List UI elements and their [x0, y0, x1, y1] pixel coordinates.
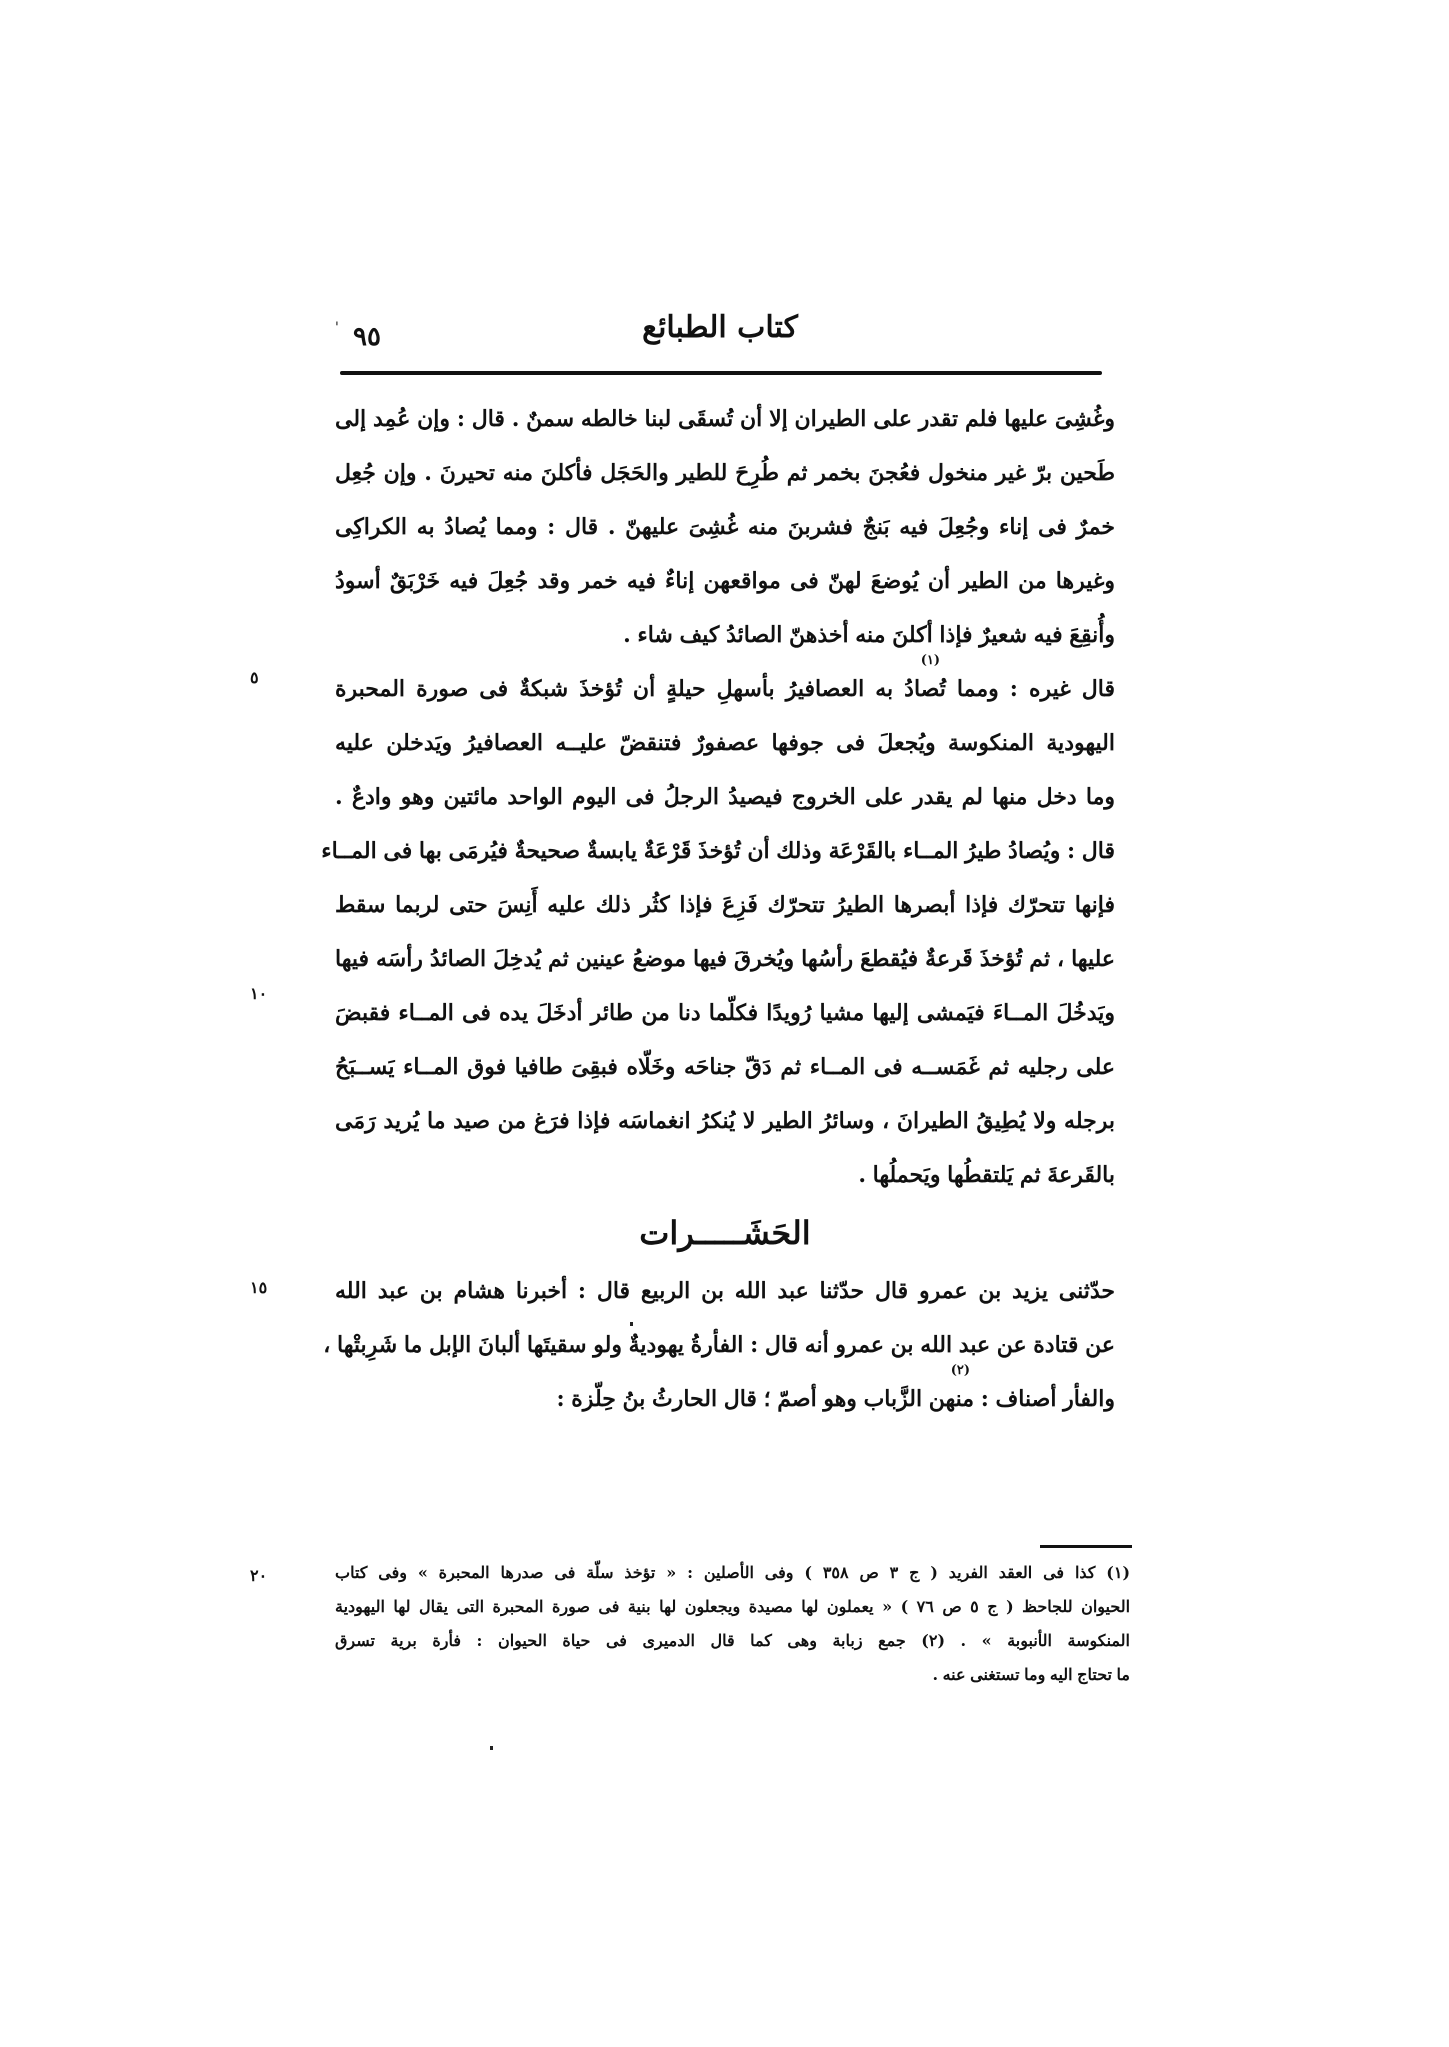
footnote-rule — [1040, 1545, 1132, 1548]
line-number-20: ٢٠ — [250, 1566, 268, 1585]
page-header — [335, 310, 1105, 360]
line-number-15: ١٥ — [250, 1278, 268, 1297]
text-line: حدّثنى يزيد بن عمرو قال حدّثنا عبد الله بن الربيع قال : أخبرنا هشام بن عبد الله — [335, 1278, 1115, 1304]
footnote-line: ما تحتاج اليه وما تستغنى عنه . — [932, 1665, 1130, 1684]
line-number-5: ٥ — [250, 668, 259, 687]
margin-tick-mark: ' — [335, 320, 339, 336]
text-line: والفأر أصناف : منهن الزَّباب وهو أصمّ ؛ قال الحارثُ بنُ حِلّزة : — [556, 1386, 1115, 1412]
text-line: طَحين برّ غير منخول فعُجنَ بخمر ثم طُرِحَ للطير والحَجَل فأكلنَ منه تحيرنَ . وإن جُعِل — [335, 460, 1115, 486]
scan-speck — [630, 1322, 633, 1326]
footnote-ref-1: (١) — [920, 653, 940, 668]
text-line: وغيرها من الطير أن يُوضعَ لهنّ فى مواقعهن إناءٌ فيه خمر وقد جُعِلَ فيه خَرْبَقٌ أسودُ — [335, 568, 1115, 594]
text-line: قال غيره : ومما تُصادُ به العصافيرُ بأسهلِ حيلةٍ أن تُؤخذَ شبكةٌ فى صورة المحبرة — [335, 676, 1116, 702]
text-line: وما دخل منها لم يقدر على الخروج فيصيدُ الرجلُ فى اليوم الواحد مائتين وهو وادعٌ . — [335, 784, 1115, 810]
footnote-line: المنكوسة الأنبوبة » . (٢) جمع زبابة وهى كما قال الدميرى فى حياة الحيوان : فأرة برية تسرق — [335, 1631, 1130, 1650]
page-number: ٩٥ — [353, 322, 381, 352]
footnote-ref-2: (٢) — [950, 1363, 970, 1378]
text-line: على رجليه ثم غَمَســه فى المــاء ثم دَقّ جناحَه وخَلّاه فبقِىَ طافيا فوق المــاء يَســبَحُ — [335, 1054, 1115, 1080]
text-line: اليهودية المنكوسة ويُجعلَ فى جوفها عصفورٌ فتنقضّ عليــه العصافيرُ ويَدخلن عليه — [335, 730, 1115, 756]
section-title: الحَشَـــــرات — [639, 1214, 811, 1252]
footnote-line: الحيوان للجاحظ ( ج ٥ ص ٧٦ ) « يعملون لها مصيدة ويجعلون لها بنية فى صورة المحبرة التى يقال لها اليهودية — [335, 1597, 1131, 1616]
line-number-10: ١٠ — [250, 984, 268, 1003]
text-line: وأُنقِعَ فيه شعيرٌ فإذا أكلنَ منه أخذهنّ الصائدُ كيف شاء . — [623, 622, 1115, 648]
text-line: بالقَرعةَ ثم يَلتقطُها ويَحملُها . — [858, 1162, 1115, 1188]
header-rule — [340, 371, 1102, 375]
scan-speck — [490, 1746, 493, 1750]
text-line: قال : ويُصادُ طيرُ المــاء بالقَرْعَة وذلك أن تُؤخذَ قَرْعَةٌ يابسةٌ صحيحةٌ فيُرمَى بها فى المــاء — [321, 838, 1115, 864]
text-line: فإنها تتحرّك فإذا أبصرها الطيرُ تتحرّك فَزِعَ فإذا كثُر ذلك عليه أَنِسَ حتى لربما سقط — [335, 892, 1115, 918]
footnote-line: (١) كذا فى العقد الفريد ( ج ٣ ص ٣٥٨ ) وفى الأصلين : « تؤخذ سلّة فى صدرها المحبرة » وفى كتاب — [335, 1563, 1131, 1582]
text-line: خمرٌ فى إناء وجُعِلَ فيه بَنجٌ فشربنَ منه غُشِىَ عليهنّ . قال : ومما يُصادُ به الكراكِى — [335, 514, 1115, 540]
main-text — [321, 392, 1116, 1426]
text-line: عليها ، ثم تُؤخذَ قَرعةٌ فيُقطعَ رأسُها ويُخرقَ فيها موضعُ عينين ثم يُدخِلَ الصائدُ رأسَه فيها — [335, 946, 1115, 972]
footnotes — [335, 1556, 1130, 1692]
text-line: برجله ولا يُطِيقُ الطيرانَ ، وسائرُ الطير لا يُنكرُ انغماسَه فإذا فرَغ من صيد ما يُريد رَمَى — [335, 1108, 1115, 1134]
running-title: كتاب الطبائع — [642, 310, 798, 345]
text-line: ويَدخُلَ المــاءَ فيَمشى إليها مشيا رُويدًا فكلّما دنا من طائر أدخَلَ يده فى المــاء فقبضَ — [335, 1000, 1115, 1026]
text-line: وغُشِىَ عليها فلم تقدر على الطيران إلا أن تُسقَى لبنا خالطه سمنٌ . قال : وإن عُمِد إلى — [335, 406, 1115, 432]
text-line: عن قتادة عن عبد الله بن عمرو أنه قال : الفأرةُ يهوديةٌ ولو سقيتَها ألبانَ الإبل ما شَرِبتْها ، — [323, 1332, 1115, 1358]
